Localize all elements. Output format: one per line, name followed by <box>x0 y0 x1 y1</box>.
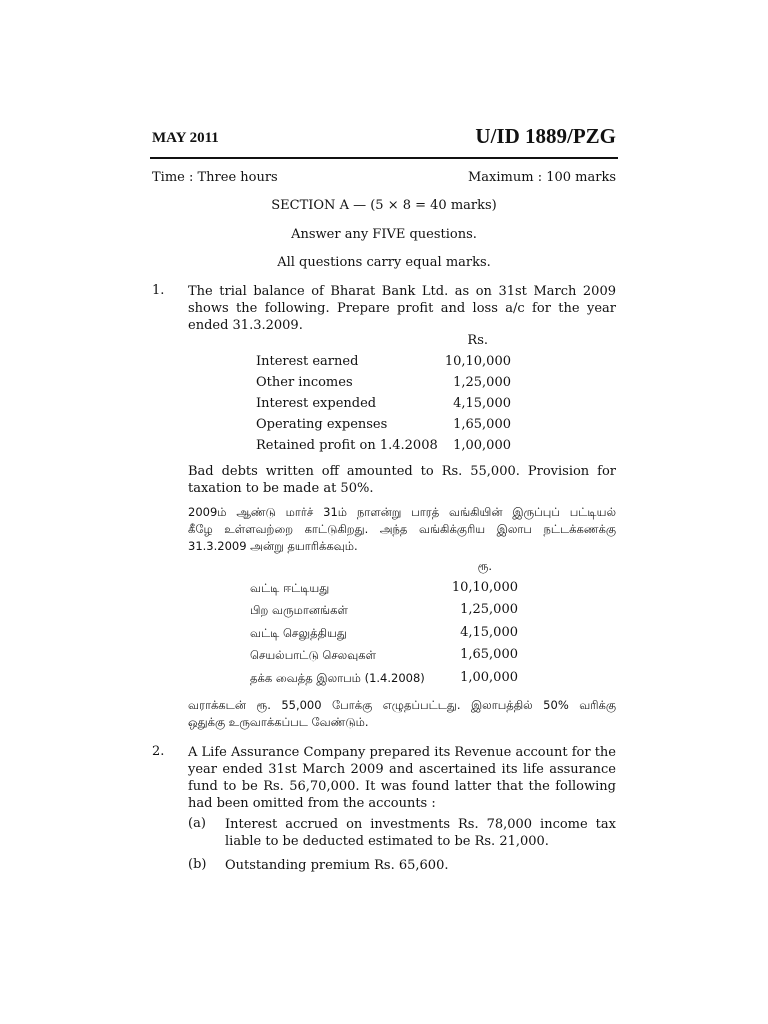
question-1-number: 1. <box>152 283 165 298</box>
table-row-label: Interest earned <box>256 354 359 369</box>
tamil-row-value: 10,10,000 <box>451 580 518 595</box>
item-a-text <box>225 816 616 850</box>
tamil-row-label: தக்க வைத்த இலாபம் (1.4.2008) <box>250 671 425 685</box>
instruction-answer: Answer any FIVE questions. <box>291 227 477 242</box>
tamil-row-value: 1,00,000 <box>460 670 518 685</box>
table-row-label: Retained profit on 1.4.2008 <box>256 438 438 453</box>
paper-code: U/ID 1889/PZG <box>475 124 616 148</box>
instruction-marks: All questions carry equal marks. <box>277 255 491 270</box>
question-2-line: year ended 31st March 2009 and ascertained its life assurance <box>188 762 616 777</box>
question-2-line: had been omitted from the accounts : <box>188 796 436 811</box>
tamil-row-value: 4,15,000 <box>460 625 518 640</box>
question-2-line: fund to be Rs. 56,70,000. It was found latter that the following <box>188 779 616 794</box>
table-row-value: 10,10,000 <box>444 354 511 369</box>
max-marks-label: Maximum : 100 marks <box>467 170 616 185</box>
table-row-label: Other incomes <box>256 375 353 390</box>
question-2-line: A Life Assurance Company prepared its Revenue account for the <box>188 745 616 760</box>
question-1-tamil-text <box>188 504 616 555</box>
item-b-line: Outstanding premium Rs. 65,600. <box>225 858 449 873</box>
question-1-tamil-note <box>188 697 616 731</box>
item-a-line: liable to be deducted estimated to be Rs. 21,000. <box>225 834 549 849</box>
question-1-line: ended 31.3.2009. <box>188 318 303 333</box>
table-row-value: 1,65,000 <box>453 417 511 432</box>
header-rule <box>150 157 618 159</box>
item-a-line: Interest accrued on investments Rs. 78,000 income tax <box>225 817 616 832</box>
exam-date: MAY 2011 <box>152 130 219 146</box>
question-1-line: shows the following. Prepare profit and loss a/c for the year <box>188 301 616 316</box>
table-row-label: Operating expenses <box>256 417 388 432</box>
tamil-line: கீழே உள்ளவற்றை காட்டுகிறது. அந்த வங்கிக்குரிய இலாப நட்டக்கணக்கு <box>188 522 616 536</box>
table-row-value: 4,15,000 <box>453 396 511 411</box>
question-2-text <box>188 744 616 812</box>
question-2-number: 2. <box>152 744 165 759</box>
currency-header: Rs. <box>467 333 488 348</box>
item-b-label: (b) <box>188 857 207 872</box>
table-row-label: Interest expended <box>256 396 377 411</box>
table-row-value: 1,25,000 <box>453 375 511 390</box>
note-line: taxation to be made at 50%. <box>188 481 374 496</box>
tamil-row-label: பிற வருமானங்கள் <box>250 603 348 617</box>
tamil-note-line: ஒதுக்கு உருவாக்கப்பட வேண்டும். <box>188 715 369 729</box>
item-b-text <box>225 857 616 874</box>
tamil-row-label: வட்டி ஈட்டியது <box>250 581 330 595</box>
tamil-row-label: செயல்பாட்டு செலவுகள் <box>250 648 376 662</box>
item-a-label: (a) <box>188 816 206 831</box>
table-row-value: 1,00,000 <box>453 438 511 453</box>
tamil-note-line: வராக்கடன் ரூ. 55,000 போக்கு எழுதப்பட்டது. இலாபத்தில் 50% வரிக்கு <box>188 698 616 712</box>
tamil-line: 2009ம் ஆண்டு மார்ச் 31ம் நாளன்று பாரத் வங்கியின் இருப்புப் பட்டியல் <box>188 505 616 519</box>
time-label: Time : Three hours <box>152 170 278 185</box>
tamil-row-value: 1,25,000 <box>460 602 518 617</box>
note-line: Bad debts written off amounted to Rs. 55,000. Provision for <box>188 464 616 479</box>
section-title: SECTION A — (5 × 8 = 40 marks) <box>271 198 497 213</box>
tamil-row-value: 1,65,000 <box>460 647 518 662</box>
tamil-row-label: வட்டி செலுத்தியது <box>250 626 347 640</box>
tamil-line: 31.3.2009 அன்று தயாரிக்கவும். <box>188 539 358 553</box>
question-1-line: The trial balance of Bharat Bank Ltd. as on 31st March 2009 <box>188 284 616 299</box>
tamil-currency-header: ரூ. <box>477 559 492 573</box>
question-1-text <box>188 283 616 334</box>
question-1-note <box>188 463 616 497</box>
